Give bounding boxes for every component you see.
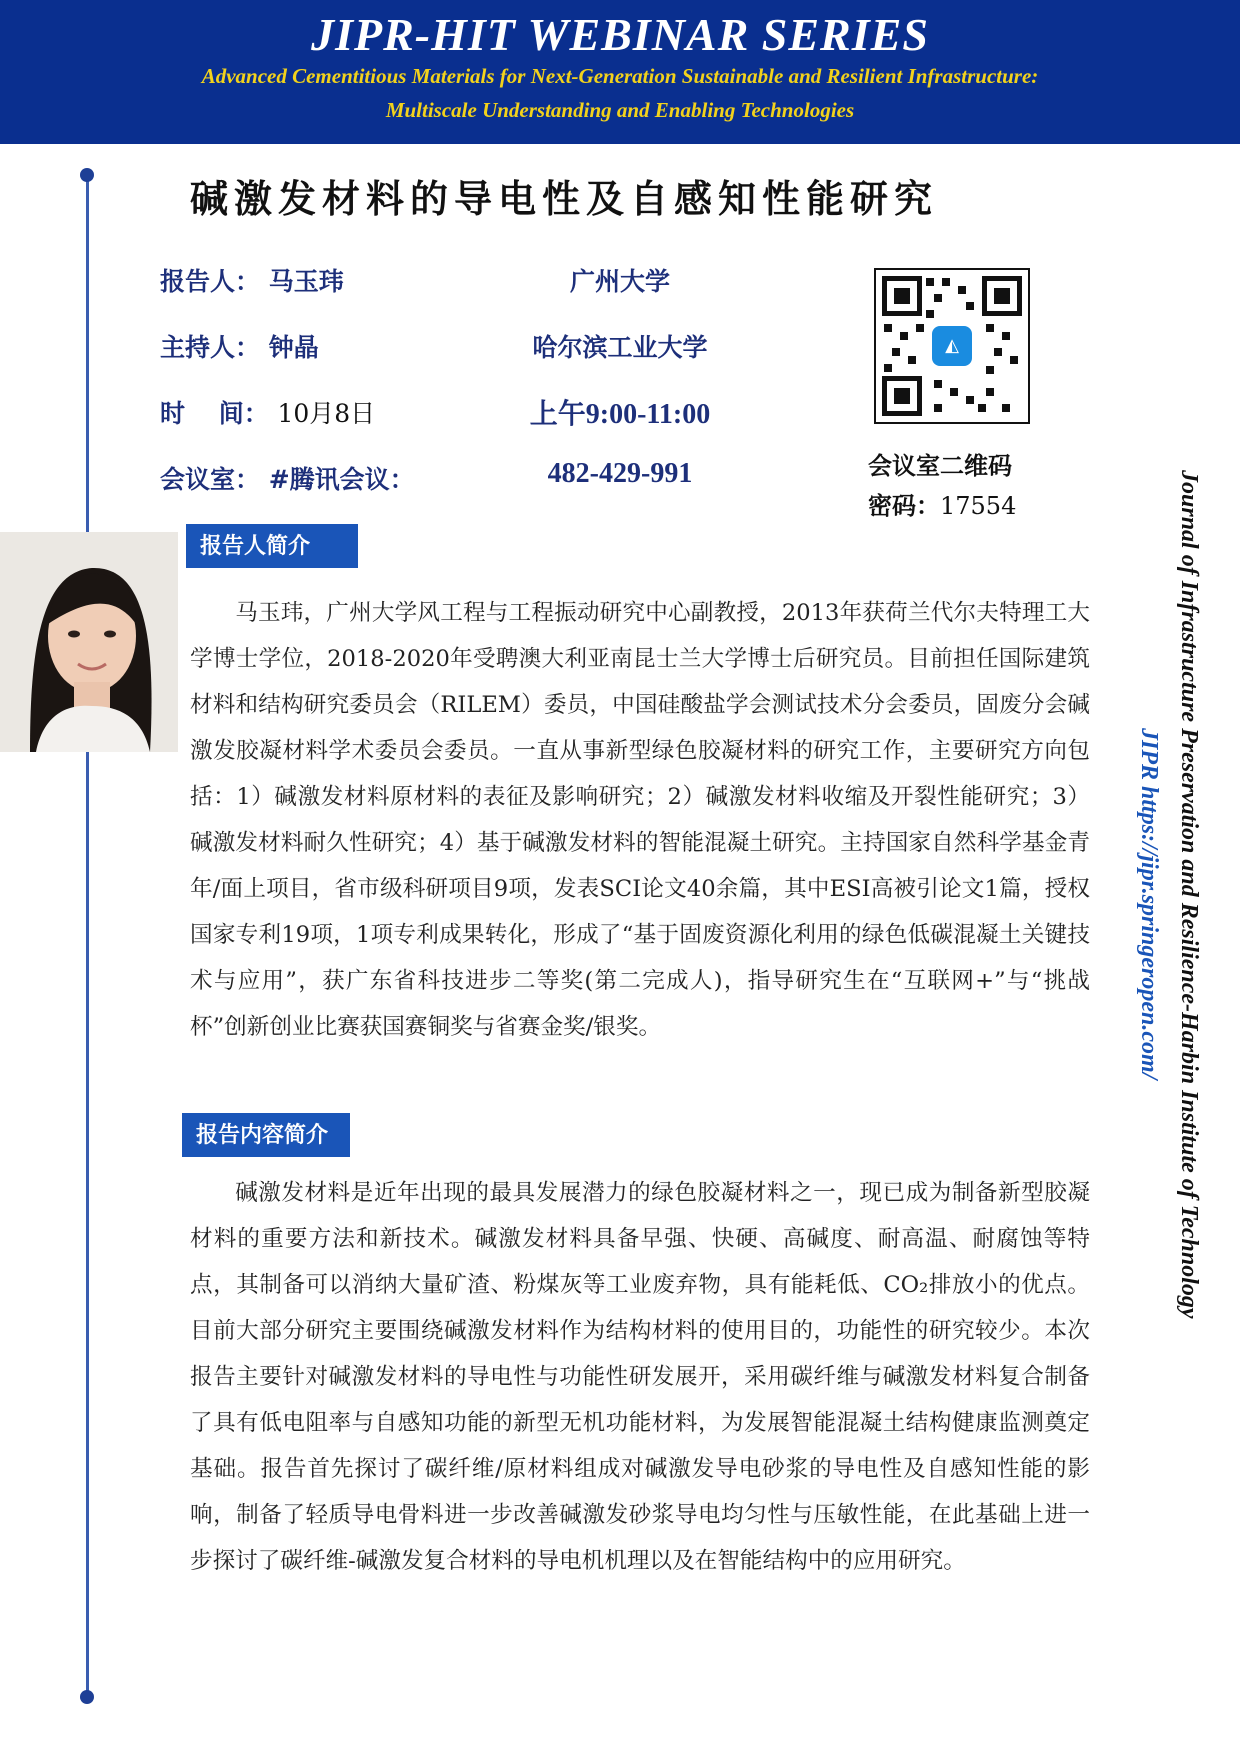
decorative-dot-bottom bbox=[80, 1690, 94, 1704]
time-label: 时 间： bbox=[160, 399, 269, 428]
bio-text: 马玉玮，广州大学风工程与工程振动研究中心副教授，2013年获荷兰代尔夫特理工大学博士学位，2018-2020年受聘澳大利亚南昆士兰大学博士后研究员。目前担任国际建筑材料和结构研究委员会（RILEM）委员，中国硅酸盐学会测试技术分会委员，固废分会碱激发胶凝材料学术委员会委员。一直从事新型绿色胶凝材料的研究工作，主要研究方向包括：1）碱激发材料原材料的表征及影响研究；2）碱激发材料收缩及开裂性能研究；3）碱激发材料耐久性研究；4）基于碱激发材料的智能混凝土研究。主持国家自然科学基金青年/面上项目，省市级科研项目9项，发表SCI论文40余篇，其中ESI高被引论文1篇，授权国家专利19项，1项专利成果转化，形成了“基于固废资源化利用的绿色低碳混凝土关键技术与应用”，获广东省科技进步二等奖(第二完成人)，指导研究生在“互联网+”与“挑战杯”创新创业比赛获国赛铜奖与省赛金奖/银奖。 bbox=[190, 600, 1090, 1040]
room-label: 会议室： bbox=[160, 465, 261, 494]
speaker-photo bbox=[0, 532, 178, 752]
password-value: 17554 bbox=[940, 492, 1017, 520]
speaker-label: 报告人： bbox=[160, 267, 261, 296]
qr-caption bbox=[868, 446, 1012, 481]
speaker-row bbox=[160, 262, 344, 298]
abstract-heading: 报告内容简介 bbox=[182, 1113, 350, 1157]
host-row bbox=[160, 328, 319, 364]
qr-caption-text: 会议室二维码 bbox=[868, 451, 1012, 480]
tencent-meeting-logo-icon: ◭ bbox=[932, 326, 972, 366]
talk-title: 碱激发材料的导电性及自感知性能研究 bbox=[190, 176, 939, 221]
speaker-name: 马玉玮 bbox=[268, 267, 344, 296]
room-row bbox=[160, 460, 415, 496]
host-org: 哈尔滨工业大学 bbox=[532, 333, 708, 362]
header-banner bbox=[0, 0, 1240, 144]
meeting-password bbox=[868, 486, 1016, 521]
event-date: 10月8日 bbox=[277, 399, 376, 428]
host-label: 主持人： bbox=[160, 333, 261, 362]
speaker-org: 广州大学 bbox=[569, 267, 670, 296]
bio-heading: 报告人简介 bbox=[186, 524, 358, 568]
room-name: #腾讯会议： bbox=[268, 465, 415, 494]
banner-subtitle-line2: Multiscale Understanding and Enabling Technologies bbox=[385, 98, 855, 122]
banner-title: JIPR-HIT WEBINAR SERIES bbox=[311, 9, 929, 60]
meeting-id: 482-429-991 bbox=[547, 458, 693, 489]
host-name: 钟晶 bbox=[268, 333, 319, 362]
abstract-text: 碱激发材料是近年出现的最具发展潜力的绿色胶凝材料之一，现已成为制备新型胶凝材料的重要方法和新技术。碱激发材料具备早强、快硬、高碱度、耐高温、耐腐蚀等特点，其制备可以消纳大量矿渣、粉煤灰等工业废弃物，具有能耗低、CO₂排放小的优点。目前大部分研究主要围绕碱激发材料作为结构材料的使用目的，功能性的研究较少。本次报告主要针对碱激发材料的导电性与功能性研发展开，采用碳纤维与碱激发材料复合制备了具有低电阻率与自感知功能的新型无机功能材料，为发展智能混凝土结构健康监测奠定基础。报告首先探讨了碳纤维/原材料组成对碱激发导电砂浆的导电性及自感知性能的影响，制备了轻质导电骨料进一步改善碱激发砂浆导电均匀性与压敏性能，在此基础上进一步探讨了碳纤维-碱激发复合材料的导电机机理以及在智能结构中的应用研究。 bbox=[190, 1180, 1090, 1574]
time-row bbox=[160, 394, 375, 430]
banner-subtitle-line1: Advanced Cementitious Materials for Next-Generation Sustainable and Resilient Infrastructure: bbox=[201, 64, 1039, 88]
journal-url-vertical[interactable]: JIPR https://jipr.springeropen.com/ bbox=[1136, 728, 1162, 1080]
meeting-qr-code[interactable] bbox=[874, 268, 1030, 424]
password-label: 密码： bbox=[868, 491, 940, 520]
event-time-range: 上午9:00-11:00 bbox=[529, 399, 711, 430]
decorative-dot-top bbox=[80, 168, 94, 182]
journal-name-vertical: Journal of Infrastructure Preservation and Resilience-Harbin Institute of Technology bbox=[1176, 470, 1202, 1319]
decorative-vertical-line bbox=[86, 176, 89, 1698]
